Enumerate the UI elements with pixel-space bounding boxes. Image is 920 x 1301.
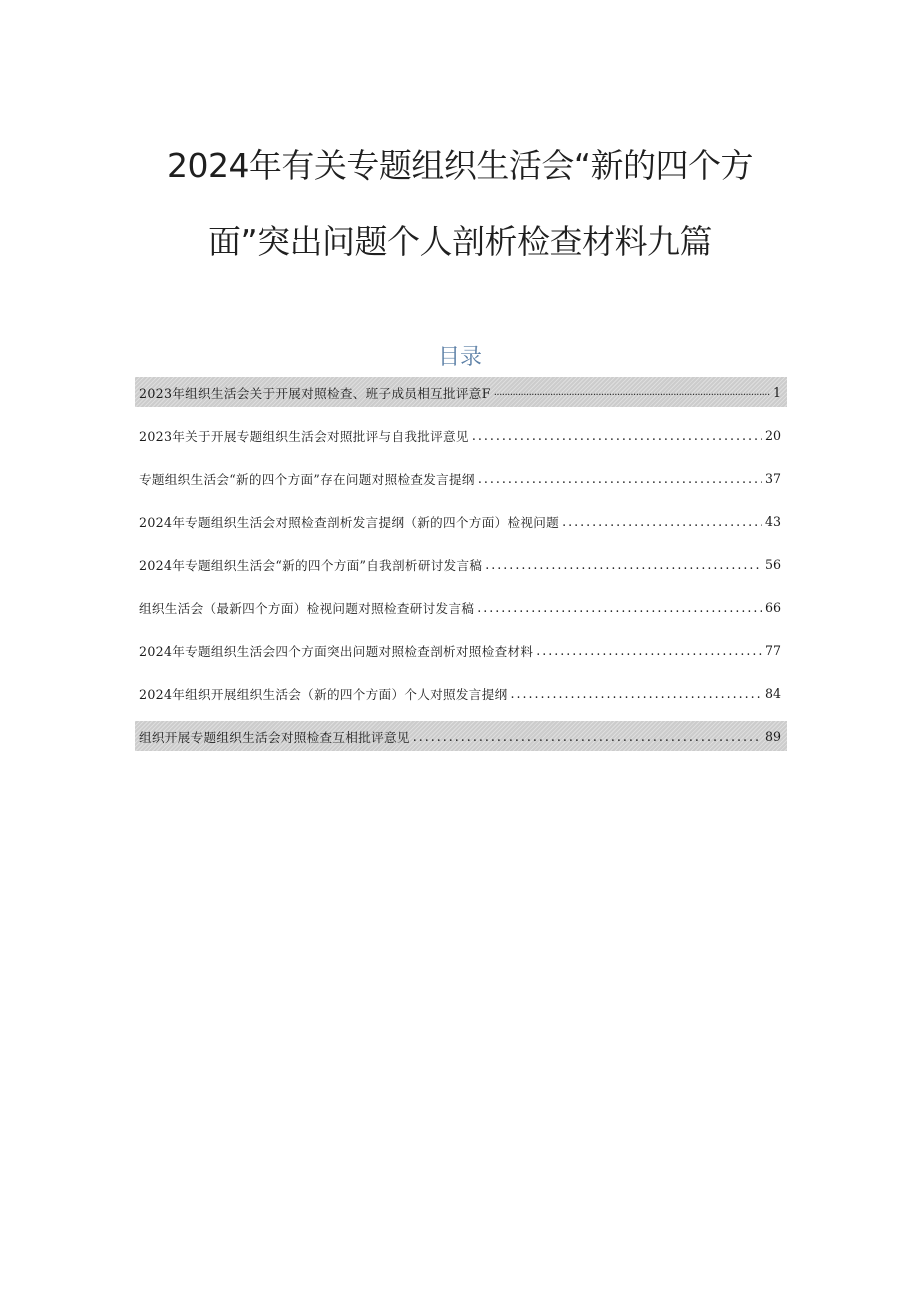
- document-title-line-2: 面”突出问题个人剖析检查材料九篇: [207, 222, 713, 261]
- toc-entry-page: 89: [764, 728, 781, 744]
- toc-entry-page: 77: [764, 642, 781, 658]
- toc-entry-4[interactable]: [135, 506, 787, 536]
- toc-dot-leader: [413, 729, 762, 744]
- toc-entry-page: 84: [764, 685, 781, 701]
- toc-dot-leader: [536, 643, 762, 658]
- toc-dot-leader: [485, 557, 762, 572]
- toc-entry-title: 2023年组织生活会关于开展对照检查、班子成员相互批评意F: [139, 385, 491, 401]
- toc-entry-6[interactable]: [135, 592, 787, 622]
- toc-entry-page: 20: [764, 427, 781, 443]
- toc-entry-title: 组织开展专题组织生活会对照检查互相批评意见: [139, 729, 410, 745]
- toc-entry-1[interactable]: [135, 377, 787, 407]
- toc-entry-title: 2024年组织开展组织生活会（新的四个方面）个人对照发言提纲: [139, 686, 508, 702]
- toc-entry-title: 组织生活会（最新四个方面）检视问题对照检查研讨发言稿: [139, 600, 475, 616]
- toc-entry-title: 2024年专题组织生活会四个方面突出问题对照检查剖析对照检查材料: [139, 643, 534, 659]
- toc-entry-title: 2024年专题组织生活会对照检查剖析发言提纲（新的四个方面）检视问题: [139, 514, 560, 530]
- toc-dot-leader: [478, 471, 762, 486]
- toc-entry-page: 56: [764, 556, 781, 572]
- toc-entry-title: 专题组织生活会“新的四个方面”存在问题对照检查发言提纲: [139, 471, 475, 487]
- toc-entry-9[interactable]: [135, 721, 787, 751]
- toc-entry-3[interactable]: [135, 463, 787, 493]
- toc-heading: 目录: [437, 345, 482, 370]
- toc-entry-page: 37: [764, 470, 781, 486]
- toc-dot-leader: [472, 428, 762, 443]
- toc-entry-title: 2024年专题组织生活会“新的四个方面”自我剖析研讨发言稿: [139, 557, 483, 573]
- document-title-line-1: 2024年有关专题组织生活会“新的四个方: [166, 146, 754, 185]
- document-title: [0, 128, 920, 280]
- toc-entry-page: 66: [764, 599, 781, 615]
- toc-entry-title: 2023年关于开展专题组织生活会对照批评与自我批评意见: [139, 428, 469, 444]
- toc-dot-leader: [494, 387, 770, 398]
- toc-entry-5[interactable]: [135, 549, 787, 579]
- toc-dot-leader: [562, 514, 762, 529]
- toc-entry-8[interactable]: [135, 678, 787, 708]
- toc-entry-2[interactable]: [135, 420, 787, 450]
- toc-entry-7[interactable]: [135, 635, 787, 665]
- toc-entry-page: 1: [772, 384, 781, 400]
- toc-entry-page: 43: [764, 513, 781, 529]
- toc-dot-leader: [477, 600, 762, 615]
- toc-dot-leader: [511, 686, 762, 701]
